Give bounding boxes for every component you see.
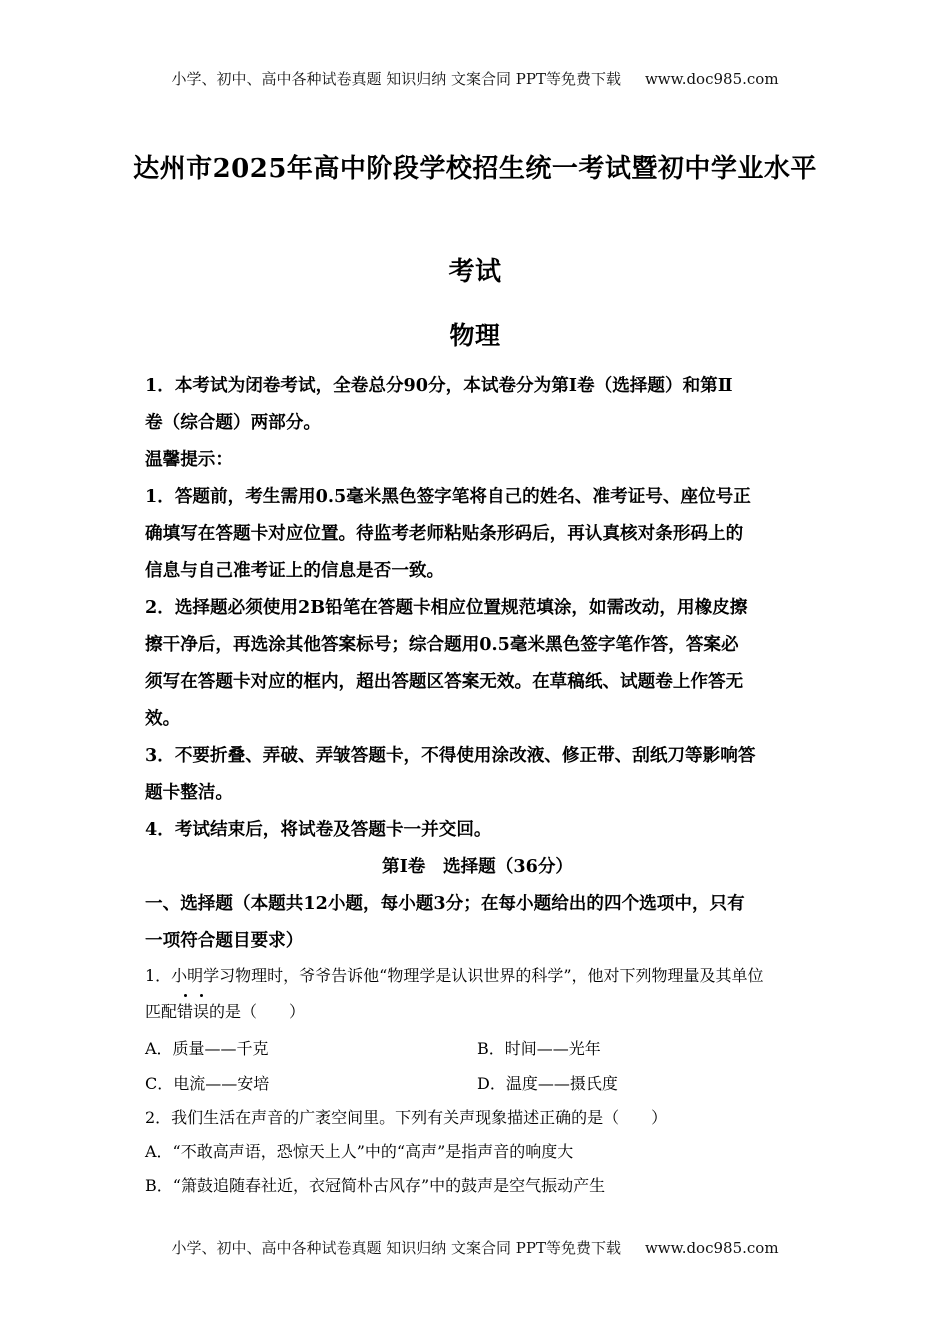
question-1-options-row xyxy=(145,1073,810,1095)
page-footer xyxy=(0,1237,950,1258)
tip2-line: 擦干净后，再选涂其他答案标号；综合题用0.5毫米黑色签字笔作答，答案必 xyxy=(145,634,739,655)
option-c: C．电流——安培 xyxy=(145,1074,270,1093)
exam-title-line2: 考试 xyxy=(448,257,502,287)
emphasis-char: 错 xyxy=(177,1000,193,1024)
option-b: B．时间——光年 xyxy=(477,1039,601,1058)
emphasis-char: 误 xyxy=(193,1000,209,1024)
tip3-line: 3．不要折叠、弄破、弄皱答题卡，不得使用涂改液、修正带、刮纸刀等影响答 xyxy=(145,745,756,766)
tip1-line: 1．答题前，考生需用0.5毫米黑色签字笔将自己的姓名、准考证号、座位号正 xyxy=(145,486,751,507)
intro-line: 1．本考试为闭卷考试，全卷总分90分，本试卷分为第Ⅰ卷（选择题）和第Ⅱ xyxy=(145,375,733,396)
exam-title-line1: 达州市2025年高中阶段学校招生统一考试暨初中学业水平 xyxy=(133,154,817,184)
tip2-line: 须写在答题卡对应的框内，超出答题区答案无效。在草稿纸、试题卷上作答无 xyxy=(145,671,744,692)
question-1-options-row xyxy=(145,1038,810,1060)
option-d: D．温度——摄氏度 xyxy=(477,1074,618,1093)
option-a: A．质量——千克 xyxy=(145,1039,269,1058)
tips-label: 温馨提示： xyxy=(145,449,233,470)
header-text: 小学、初中、高中各种试卷真题 知识归纳 文案合同 PPT等免费下载 xyxy=(171,70,621,88)
header-site-link[interactable]: www.doc985.com xyxy=(644,70,779,88)
section-title: 第Ⅰ卷 选择题（36分） xyxy=(381,856,574,877)
tip2-line: 2．选择题必须使用2B铅笔在答题卡相应位置规范填涂，如需改动，用橡皮擦 xyxy=(145,597,748,618)
page-header xyxy=(0,68,950,89)
question-1-stem: 1．小明学习物理时，爷爷告诉他“物理学是认识世界的科学”，他对下列物理量及其单位 xyxy=(145,966,764,985)
option-b: B．“箫鼓追随春社近，衣冠简朴古风存”中的鼓声是空气振动产生 xyxy=(145,1176,606,1195)
footer-text: 小学、初中、高中各种试卷真题 知识归纳 文案合同 PPT等免费下载 xyxy=(171,1239,621,1257)
exam-content xyxy=(145,367,810,1198)
tip1-line: 确填写在答题卡对应位置。待监考老师粘贴条形码后，再认真核对条形码上的 xyxy=(145,523,744,544)
footer-site-link[interactable]: www.doc985.com xyxy=(644,1239,779,1257)
subject-title: 物理 xyxy=(449,321,501,350)
option-a: A．“不敢高声语，恐惊天上人”中的“高声”是指声音的响度大 xyxy=(145,1142,574,1161)
intro-line: 卷（综合题）两部分。 xyxy=(145,412,321,433)
part-title-line: 一项符合题目要求） xyxy=(145,930,304,951)
part-title-line: 一、选择题（本题共12小题，每小题3分；在每小题给出的四个选项中，只有 xyxy=(145,893,745,914)
tip1-line: 信息与自己准考证上的信息是否一致。 xyxy=(145,560,445,581)
question-1-stem-cont: 匹配错误的是（ ） xyxy=(145,1000,810,1024)
question-2-stem: 2．我们生活在声音的广袤空间里。下列有关声现象描述正确的是（ ） xyxy=(145,1108,668,1127)
tip3-line: 题卡整洁。 xyxy=(145,782,233,803)
tip4-line: 4．考试结束后，将试卷及答题卡一并交回。 xyxy=(145,819,492,840)
tip2-line: 效。 xyxy=(145,708,181,729)
